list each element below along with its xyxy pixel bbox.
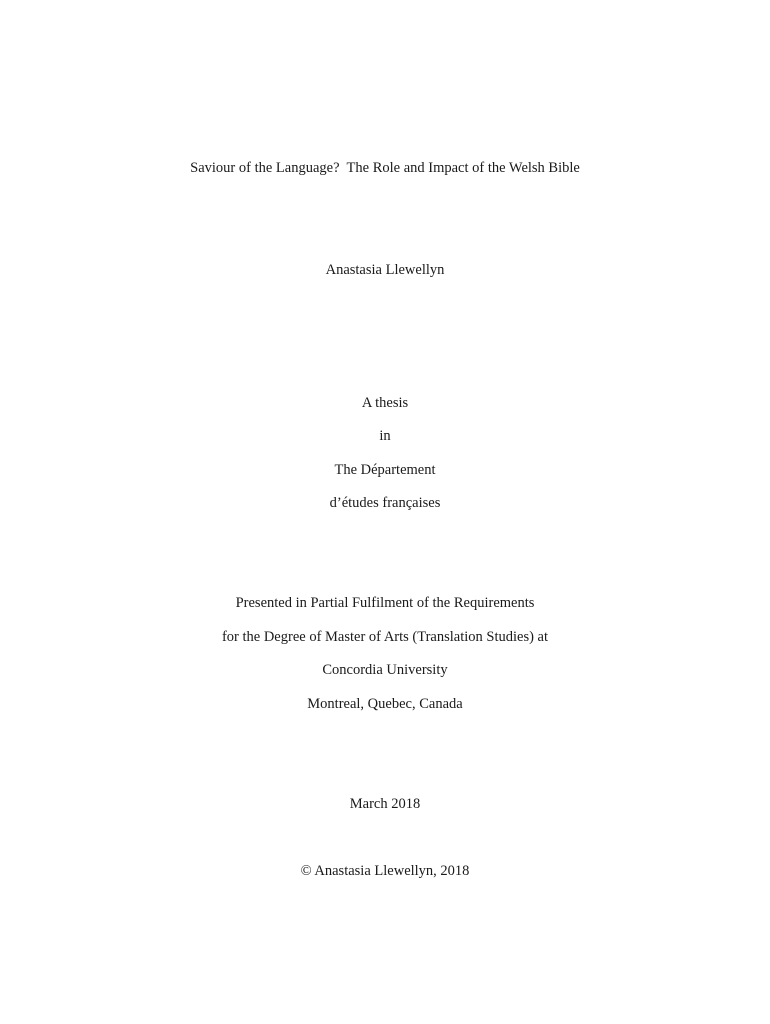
thesis-title: Saviour of the Language? The Role and Impact of the Welsh Bible [190,160,580,176]
thesis-label: A thesis [361,395,409,411]
university-location: Montreal, Quebec, Canada [307,696,463,712]
presentation-line1: Presented in Partial Fulfilment of the Requirements [235,595,535,611]
thesis-preposition: in [379,428,391,444]
author-name: Anastasia Llewellyn [325,262,445,278]
department-name-line2: d’études françaises [329,495,441,511]
presentation-line2: for the Degree of Master of Arts (Translation Studies) at [221,629,549,645]
copyright-notice: © Anastasia Llewellyn, 2018 [300,863,470,879]
submission-date: March 2018 [349,796,421,812]
university-name: Concordia University [322,662,448,678]
department-name-line1: The Département [334,462,436,478]
